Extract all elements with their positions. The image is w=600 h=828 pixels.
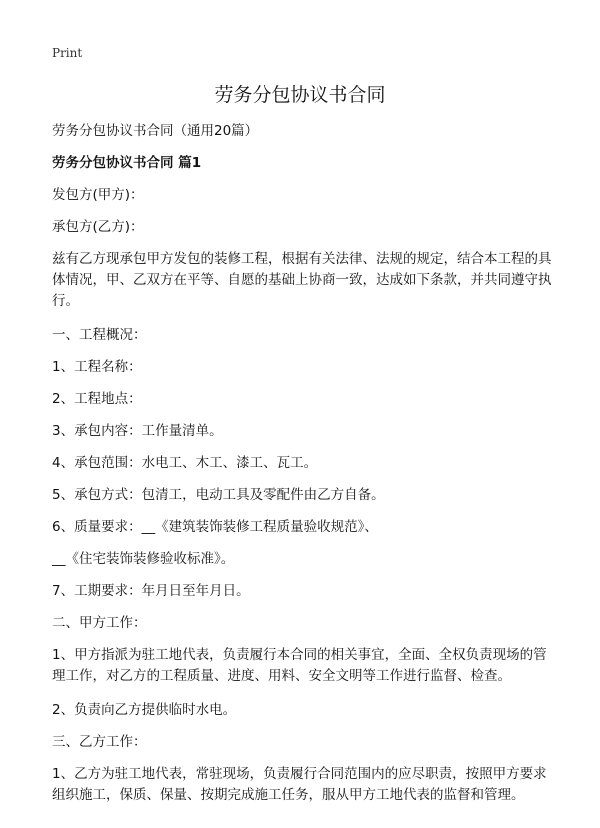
item-contract-scope: 4、承包范围：水电工、木工、漆工、瓦工。 [52, 455, 318, 471]
item-project-location: 2、工程地点： [52, 391, 142, 407]
party-a-duty-1: 1、甲方指派为驻工地代表，负责履行本合同的相关事宜，全面、全权负责现场的管理工作，对乙方的工程质量、进度、用料、安全文明等工作进行监督、检查。 [52, 647, 547, 684]
item-schedule: 7、工期要求：年月日至年月日。 [52, 583, 250, 599]
heading-party-b-work: 三、乙方工作： [52, 734, 147, 750]
item-quality-requirement-cont: __《住宅装饰装修验收标准》。 [52, 551, 235, 567]
print-label: Print [52, 46, 83, 60]
party-a-line: 发包方(甲方)： [52, 187, 144, 203]
intro-paragraph: 兹有乙方现承包甲方发包的装修工程，根据有关法律、法规的规定，结合本工程的具体情况，甲、乙双方在平等、自愿的基础上协商一致，达成如下条款，并共同遵守执行。 [52, 251, 552, 309]
collection-subtitle: 劳务分包协议书合同（通用20篇） [52, 123, 259, 139]
party-b-line: 承包方(乙方)： [52, 219, 144, 235]
heading-project-overview: 一、工程概况： [52, 327, 147, 343]
party-b-duty-1: 1、乙方为驻工地代表，常驻现场，负责履行合同范围内的应尽职责，按照甲方要求组织施工，保质、保量、按期完成施工任务，服从甲方工地代表的监督和管理。 [52, 766, 547, 803]
section-title: 劳务分包协议书合同 篇1 [52, 155, 202, 171]
item-project-name: 1、工程名称： [52, 359, 142, 375]
party-a-duty-2: 2、负责向乙方提供临时水电。 [52, 702, 237, 718]
item-contract-content: 3、承包内容：工作量清单。 [52, 423, 223, 439]
item-quality-requirement: 6、质量要求：__《建筑装饰装修工程质量验收规范》、 [52, 519, 378, 535]
heading-party-a-work: 二、甲方工作： [52, 615, 147, 631]
item-contract-method: 5、承包方式：包清工，电动工具及零配件由乙方自备。 [52, 487, 385, 503]
document-title: 劳务分包协议书合同 [214, 84, 386, 106]
document-body [52, 121, 552, 819]
